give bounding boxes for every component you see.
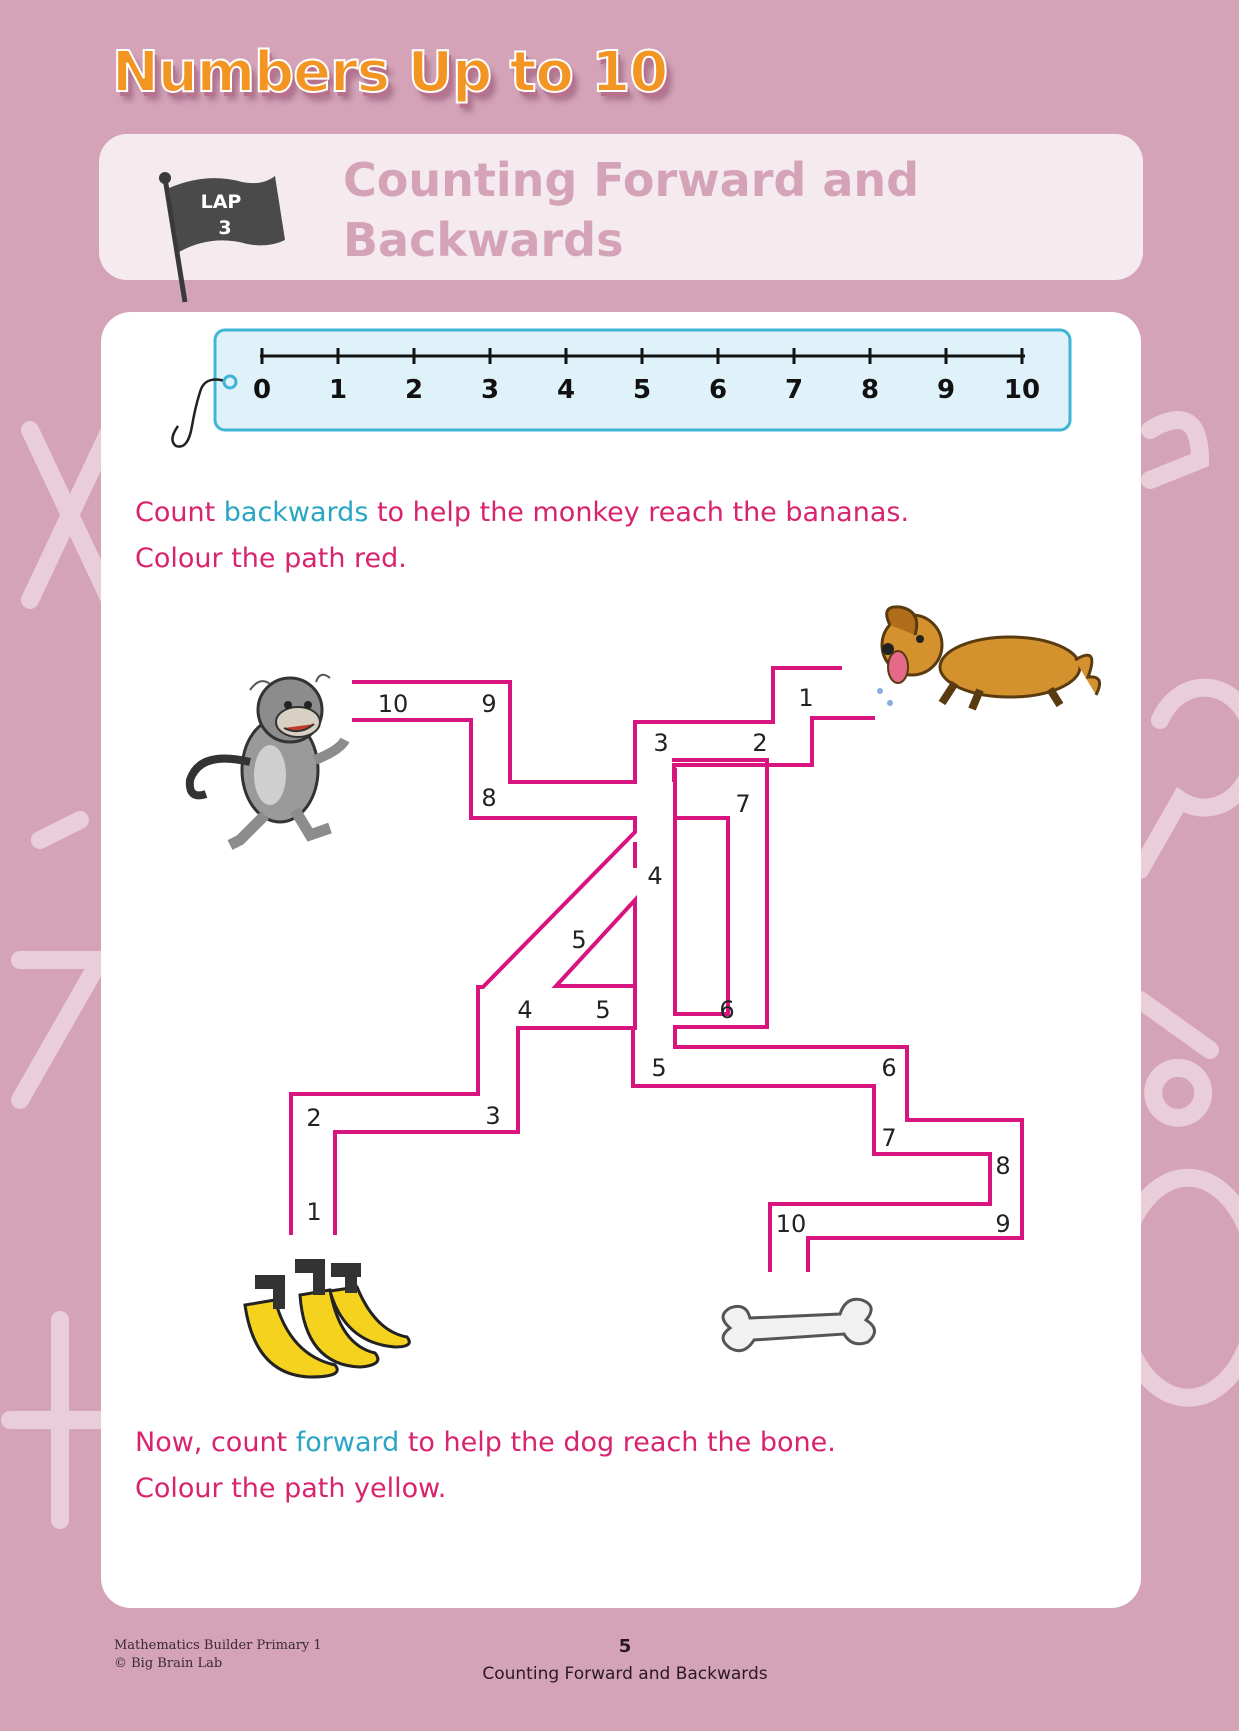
maze-number-label: 1 <box>798 684 814 712</box>
monkey-picture <box>190 675 345 845</box>
maze-number-label: 10 <box>377 690 409 718</box>
number-line-label: 1 <box>328 375 348 405</box>
number-line-label: 7 <box>784 375 804 405</box>
number-line-label: 6 <box>708 375 728 405</box>
maze-number-label: 9 <box>995 1210 1011 1238</box>
maze-number-label: 9 <box>481 690 497 718</box>
footer-copyright: © Big Brain Lab <box>114 1656 223 1671</box>
number-line-label: 9 <box>936 375 956 405</box>
maze-number-label: 3 <box>653 729 669 757</box>
number-line-label: 8 <box>860 375 880 405</box>
maze-number-label: 7 <box>735 790 751 818</box>
instruction-monkey-before: Count <box>135 497 224 528</box>
keyword-backwards: backwards <box>223 497 369 528</box>
number-line-label: 5 <box>632 375 652 405</box>
number-line-label: 2 <box>404 375 424 405</box>
footer-section-title: Counting Forward and Backwards <box>482 1664 768 1684</box>
maze-number-label: 2 <box>752 729 768 757</box>
number-line-label: 10 <box>1003 375 1041 405</box>
maze-walls <box>291 668 1022 1272</box>
footer-book-title: Mathematics Builder Primary 1 <box>114 1638 322 1653</box>
maze-number-label: 10 <box>775 1210 807 1238</box>
maze-number-label: 4 <box>517 996 533 1024</box>
instruction-monkey-after: to help the monkey reach the bananas. <box>368 497 910 528</box>
maze-number-label: 6 <box>719 996 735 1024</box>
maze-number-label: 3 <box>485 1102 501 1130</box>
maze-number-label: 5 <box>595 996 611 1024</box>
number-line-label: 4 <box>556 375 576 405</box>
section-title-line1: Counting Forward and <box>343 153 920 207</box>
instruction-dog-after: to help the dog reach the bone. <box>399 1427 836 1458</box>
maze-number-label: 4 <box>647 862 663 890</box>
page-title: Numbers Up to 10 <box>112 40 668 105</box>
bananas-picture <box>245 1259 409 1377</box>
footer-book-info <box>114 1637 322 1673</box>
dog-picture <box>877 607 1100 709</box>
instruction-dog <box>135 1420 836 1512</box>
maze-number-label: 6 <box>881 1054 897 1082</box>
maze-number-label: 5 <box>651 1054 667 1082</box>
instruction-monkey-colour: Colour the path red. <box>135 543 407 574</box>
bone-picture <box>723 1299 875 1350</box>
maze-number-label: 2 <box>306 1104 322 1132</box>
instruction-dog-before: Now, count <box>135 1427 296 1458</box>
instruction-dog-colour: Colour the path yellow. <box>135 1473 447 1504</box>
page-number: 5 <box>618 1636 632 1657</box>
number-line-label: 0 <box>252 375 272 405</box>
lap-badge-label: LAP <box>200 191 242 213</box>
section-title-line2: Backwards <box>343 213 624 267</box>
maze-number-label: 1 <box>306 1198 322 1226</box>
maze-number-label: 5 <box>571 926 587 954</box>
lap-badge-number: 3 <box>218 217 232 239</box>
maze-number-label: 7 <box>881 1124 897 1152</box>
keyword-forward: forward <box>295 1427 400 1458</box>
number-line-label: 3 <box>480 375 500 405</box>
maze-number-label: 8 <box>481 784 497 812</box>
maze-number-label: 8 <box>995 1152 1011 1180</box>
